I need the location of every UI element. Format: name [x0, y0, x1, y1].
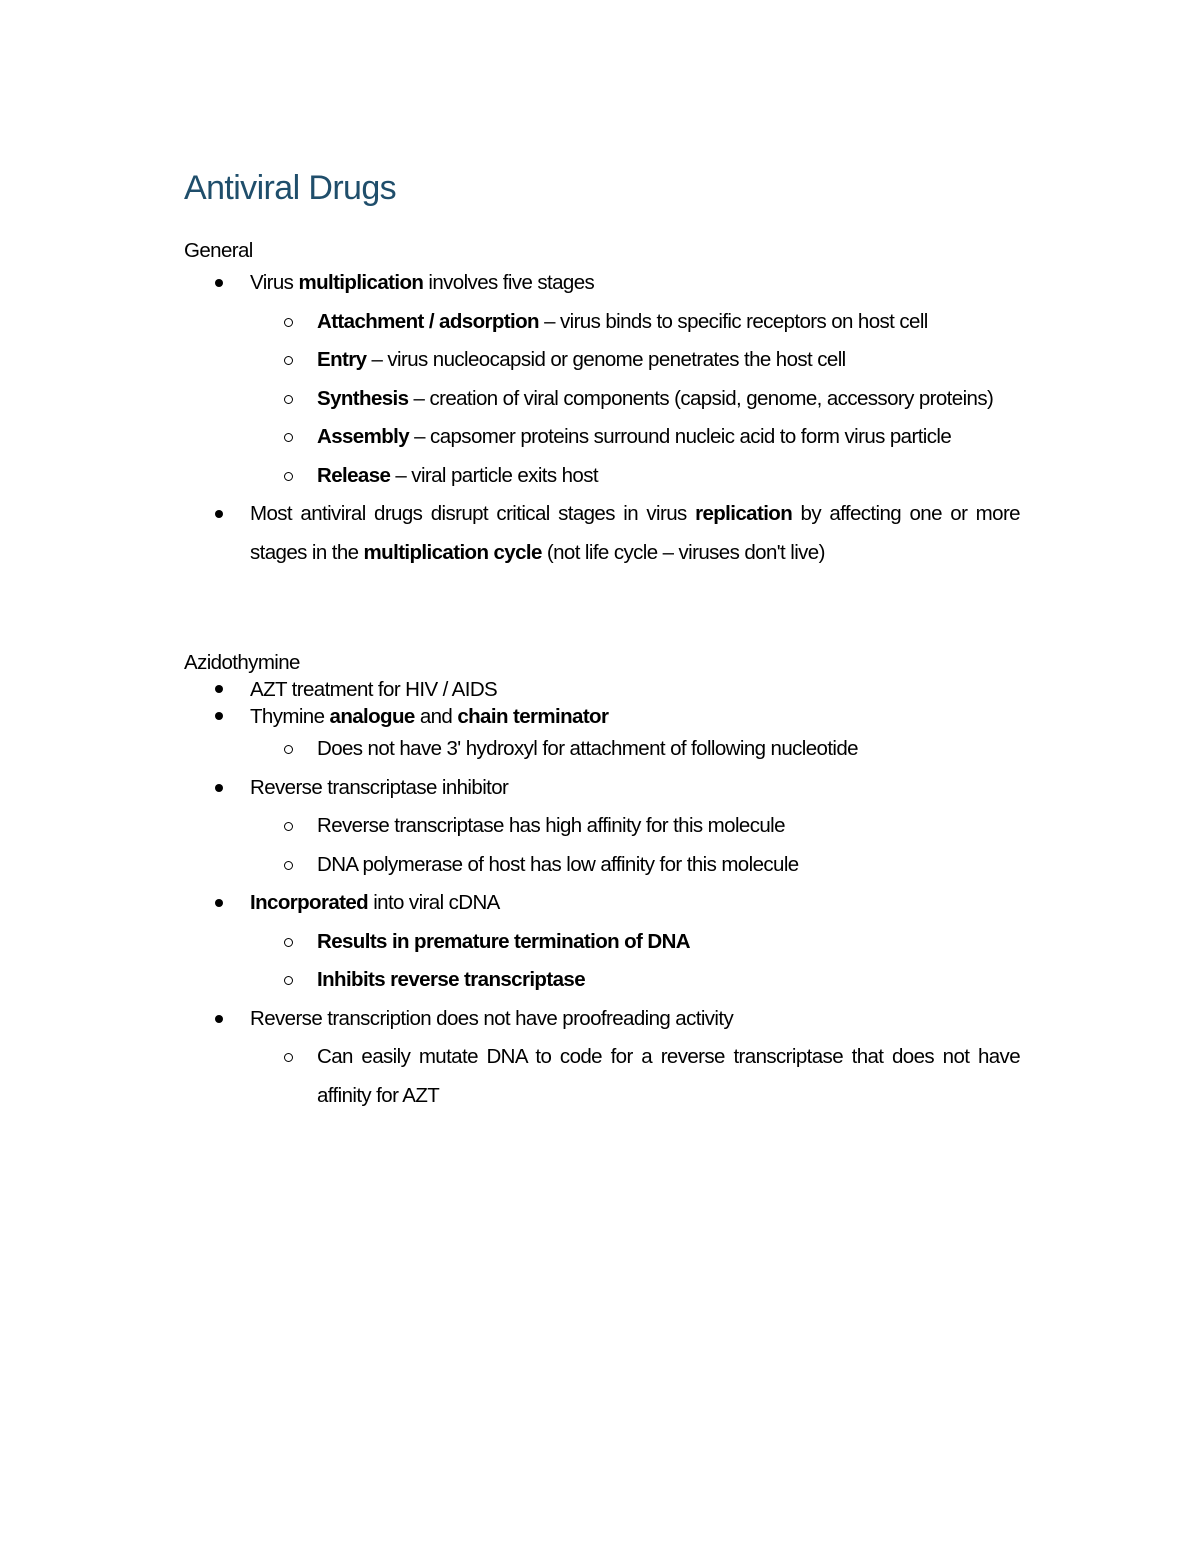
bullet-circle-icon [284, 380, 296, 392]
list-subitem: Reverse transcriptase has high affinity for this molecule [184, 807, 1020, 846]
section-heading: General [184, 239, 253, 262]
bullet-disc-icon [215, 769, 225, 779]
section-heading: Azidothymine [184, 651, 300, 674]
bullet-disc-icon [215, 264, 225, 274]
list-item: Reverse transcription does not have proofreading activity [184, 1000, 1020, 1039]
bullet-circle-icon [284, 846, 296, 858]
list-subitem: Can easily mutate DNA to code for a reverse transcriptase that does not have affinity for AZT [184, 1038, 1020, 1115]
list-item: AZT treatment for HIV / AIDS [184, 676, 1020, 703]
section-azidothymine [184, 650, 1020, 1115]
document-content [184, 168, 1020, 1115]
list-subitem: Inhibits reverse transcriptase [184, 961, 1020, 1000]
bullet-circle-icon [284, 807, 296, 819]
list-subitem: Release – viral particle exits host [184, 457, 1020, 496]
list-subitem: Does not have 3' hydroxyl for attachment of following nucleotide [184, 730, 1020, 769]
bullet-circle-icon [284, 303, 296, 315]
bullet-disc-icon [215, 884, 225, 894]
bullet-disc-icon [215, 495, 225, 505]
section-general [184, 238, 1020, 572]
bullet-disc-icon [215, 676, 225, 686]
list-item: Most antiviral drugs disrupt critical stages in virus replication by affecting one or more stages in the multiplication cycle (not life cycle – viruses don't live) [184, 495, 1020, 572]
page-title: Antiviral Drugs [184, 169, 397, 207]
bullet-circle-icon [284, 730, 296, 742]
list-item: Incorporated into viral cDNA [184, 884, 1020, 923]
list-subitem: DNA polymerase of host has low affinity for this molecule [184, 846, 1020, 885]
list-subitem: Assembly – capsomer proteins surround nucleic acid to form virus particle [184, 418, 1020, 457]
list-item: Virus multiplication involves five stages [184, 264, 1020, 303]
section-gap [184, 572, 1020, 650]
list-subitem: Synthesis – creation of viral components (capsid, genome, accessory proteins) [184, 380, 1020, 419]
bullet-circle-icon [284, 923, 296, 935]
bullet-disc-icon [215, 703, 225, 713]
list-subitem: Entry – virus nucleocapsid or genome penetrates the host cell [184, 341, 1020, 380]
list-subitem: Results in premature termination of DNA [184, 923, 1020, 962]
list-item: Reverse transcriptase inhibitor [184, 769, 1020, 808]
bullet-circle-icon [284, 341, 296, 353]
list-item: Thymine analogue and chain terminator [184, 703, 1020, 730]
bullet-circle-icon [284, 961, 296, 973]
bullet-disc-icon [215, 1000, 225, 1010]
list-subitem: Attachment / adsorption – virus binds to specific receptors on host cell [184, 303, 1020, 342]
bullet-circle-icon [284, 457, 296, 469]
bullet-circle-icon [284, 418, 296, 430]
bullet-circle-icon [284, 1038, 296, 1050]
